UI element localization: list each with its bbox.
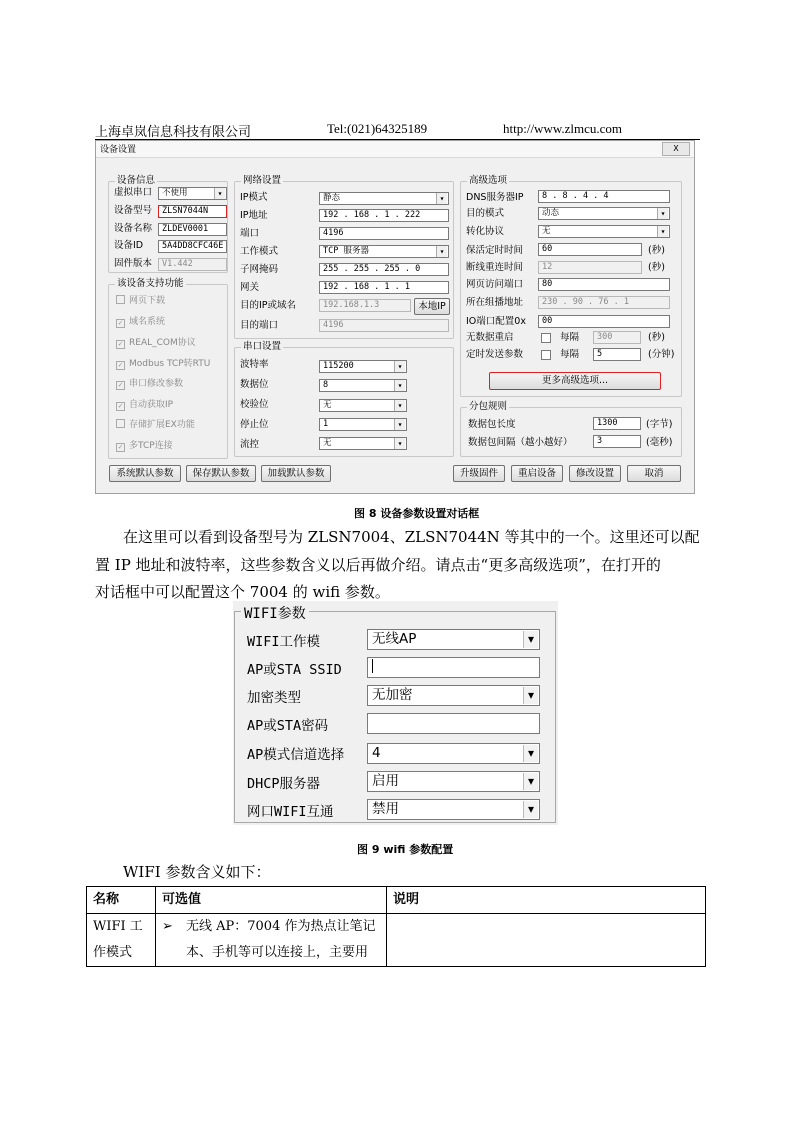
device-model-field[interactable]: ZLSN7044N	[158, 205, 227, 218]
figure-8-caption: 图 8 设备参数设置对话框	[354, 507, 480, 520]
dhcp-label: DHCP服务器	[247, 776, 321, 792]
support-item	[116, 316, 165, 328]
device-name-label: 设备名称	[114, 223, 153, 234]
io-port-label: IO端口配置0x	[466, 316, 526, 327]
support-item	[116, 337, 196, 349]
timed-send-label: 定时发送参数	[466, 349, 524, 360]
support-item-label: REAL_COM协议	[129, 338, 196, 348]
virtual-com-label: 虚拟串口	[114, 187, 153, 198]
timed-send-field[interactable]: 5	[593, 348, 641, 361]
header-url: http://www.zlmcu.com	[503, 121, 623, 136]
table-header-desc: 说明	[387, 887, 706, 914]
upgrade-firmware-button[interactable]: 升级固件	[453, 465, 505, 482]
timed-send-unit: (分钟)	[648, 349, 675, 360]
dest-port-label: 目的端口	[240, 320, 279, 331]
port-field[interactable]: 4196	[319, 227, 449, 240]
table-cell-options	[156, 914, 387, 967]
keepalive-unit: (秒)	[648, 245, 665, 256]
dest-port-field: 4196	[319, 319, 449, 332]
stop-bits-label: 停止位	[240, 419, 269, 430]
ip-address-field[interactable]: 192 . 168 . 1 . 222	[319, 209, 449, 222]
checkbox-icon	[116, 295, 125, 304]
wifi-params-table	[86, 886, 706, 967]
reconnect-field: 12	[538, 261, 642, 274]
dest-mode-label: 目的模式	[466, 208, 505, 219]
header-company: 上海卓岚信息科技有限公司	[95, 124, 252, 139]
support-item-label: Modbus TCP转RTU	[129, 359, 211, 369]
support-title: 该设备支持功能	[117, 278, 184, 289]
flow-control-select[interactable]: 无 ▾	[319, 437, 407, 450]
multicast-field: 230 . 90 . 76 . 1	[538, 296, 670, 309]
ip-mode-label: IP模式	[240, 192, 268, 203]
paragraph-line-1: 在这里可以看到设备型号为 ZLSN7004、ZLSN7044N 等其中的一个。这里还可以配	[123, 528, 700, 546]
channel-label: AP模式信道选择	[247, 747, 345, 763]
gateway-label: 网关	[240, 282, 260, 293]
text-cursor	[372, 659, 373, 673]
ip-mode-select[interactable]: 静态 ▾	[319, 192, 449, 205]
reconnect-label: 断线重连时间	[466, 262, 524, 273]
baud-rate-select[interactable]: 115200 ▾	[319, 360, 407, 373]
work-mode-label: 工作模式	[240, 246, 279, 257]
header-tel: Tel:(021)64325189	[327, 121, 428, 136]
no-data-restart-label: 无数据重启	[466, 332, 514, 343]
modify-settings-button[interactable]: 修改设置	[569, 465, 621, 482]
bullet-icon: ➢	[162, 919, 173, 934]
table-cell-desc	[387, 914, 706, 967]
protocol-select[interactable]: 无 ▾	[538, 225, 670, 238]
paragraph-line-2: 置 IP 地址和波特率，这些参数含义以后再做介绍。请点击“更多高级选项”，在打开的	[95, 556, 661, 574]
firmware-version-field: V1.442	[158, 258, 227, 271]
data-bits-select[interactable]: 8 ▾	[319, 379, 407, 392]
support-item	[116, 358, 210, 370]
password-label: AP或STA密码	[247, 718, 329, 734]
wifi-title: WIFI参数	[241, 603, 309, 623]
packet-length-unit: (字节)	[646, 419, 673, 430]
dialog-titlebar	[96, 141, 694, 158]
channel-select[interactable]: 4 ▾	[367, 743, 540, 764]
checkbox-icon: ✓	[117, 340, 124, 348]
packet-length-field[interactable]: 1300	[593, 417, 641, 430]
dns-field[interactable]: 8 . 8 . 4 . 4	[538, 190, 670, 203]
support-item-label: 串口修改参数	[129, 379, 184, 389]
table-header-name: 名称	[87, 887, 156, 914]
meaning-intro: WIFI 参数含义如下：	[123, 863, 271, 881]
packet-interval-field[interactable]: 3	[593, 435, 641, 448]
support-item-label: 多TCP连接	[129, 441, 173, 451]
lan-wifi-bridge-label: 网口WIFI互通	[247, 804, 334, 820]
subnet-mask-label: 子网掩码	[240, 264, 279, 275]
stop-bits-select[interactable]: 1 ▾	[319, 418, 407, 431]
parity-label: 校验位	[240, 399, 269, 410]
support-item-label: 存储扩展EX功能	[129, 420, 195, 430]
checkbox-icon: ✓	[117, 402, 124, 410]
ip-address-label: IP地址	[240, 210, 268, 221]
web-port-label: 网页访问端口	[466, 279, 524, 290]
serial-title: 串口设置	[243, 341, 282, 352]
wifi-mode-label: WIFI工作模	[247, 634, 321, 650]
subnet-mask-field[interactable]: 255 . 255 . 255 . 0	[319, 263, 449, 276]
support-item-label: 网页下载	[129, 296, 166, 306]
table-name-line-2: 作模式	[93, 945, 133, 960]
checkbox-icon: ✓	[117, 361, 124, 369]
work-mode-select[interactable]: TCP 服务器 ▾	[319, 245, 449, 258]
packet-interval-unit: (毫秒)	[646, 437, 673, 448]
load-default-button[interactable]: 加载默认参数	[261, 465, 331, 482]
packet-title: 分包规则	[469, 401, 508, 412]
more-advanced-button[interactable]: 更多高级选项...	[489, 372, 661, 390]
local-ip-button[interactable]: 本地IP	[414, 298, 450, 315]
network-title: 网络设置	[243, 175, 282, 186]
device-info-title: 设备信息	[117, 175, 156, 186]
reconnect-unit: (秒)	[648, 262, 665, 273]
save-default-button[interactable]: 保存默认参数	[186, 465, 256, 482]
io-port-field[interactable]: 00	[538, 315, 670, 328]
dialog-title: 设备设置	[100, 145, 137, 155]
device-id-label: 设备ID	[114, 240, 144, 251]
device-settings-dialog	[95, 140, 695, 494]
figure-9-caption: 图 9 wifi 参数配置	[357, 843, 454, 856]
multicast-label: 所在组播地址	[466, 297, 524, 308]
dhcp-select[interactable]: 启用 ▾	[367, 771, 540, 792]
encryption-select[interactable]: 无加密 ▾	[367, 685, 540, 706]
cancel-button[interactable]: 取消	[627, 465, 681, 482]
system-default-button[interactable]: 系统默认参数	[109, 465, 181, 482]
checkbox-icon: ✓	[117, 381, 124, 389]
device-model-label: 设备型号	[114, 205, 153, 216]
table-cell-name	[87, 914, 156, 967]
ssid-input[interactable]	[367, 657, 540, 678]
web-port-field[interactable]: 80	[538, 278, 670, 291]
ssid-label: AP或STA SSID	[247, 662, 342, 678]
table-row	[87, 914, 706, 967]
dest-mode-select[interactable]: 动态 ▾	[538, 207, 670, 220]
checkbox-icon	[116, 419, 125, 428]
keepalive-field[interactable]: 60	[538, 243, 642, 256]
close-icon[interactable]: X	[662, 142, 690, 156]
table-header-options: 可选值	[156, 887, 387, 914]
support-item	[116, 440, 173, 452]
wifi-mode-select[interactable]: 无线AP ▾	[367, 629, 540, 650]
timed-send-every: 每隔	[560, 349, 580, 360]
password-input[interactable]	[367, 713, 540, 734]
protocol-label: 转化协议	[466, 226, 505, 237]
data-bits-label: 数据位	[240, 379, 269, 390]
advanced-title: 高级选项	[469, 175, 508, 186]
table-option-line-2: 本、手机等可以连接上，主要用	[186, 945, 369, 960]
table-name-line-1: WIFI 工	[93, 919, 143, 934]
gateway-field[interactable]: 192 . 168 . 1 . 1	[319, 281, 449, 294]
support-item	[116, 419, 195, 431]
wifi-settings-panel	[233, 601, 558, 825]
support-item-label: 域名系统	[129, 317, 166, 327]
packet-interval-label: 数据包间隔（越小越好）	[468, 437, 573, 448]
keepalive-label: 保活定时时间	[466, 245, 524, 256]
restart-device-button[interactable]: 重启设备	[511, 465, 563, 482]
packet-group	[460, 401, 682, 457]
device-id-field[interactable]: 5A4DD8CFC46E	[158, 240, 227, 253]
device-name-field[interactable]: ZLDEV0001	[158, 223, 227, 236]
lan-wifi-bridge-select[interactable]: 禁用 ▾	[367, 799, 540, 820]
checkbox-icon: ✓	[117, 443, 124, 451]
packet-length-label: 数据包长度	[468, 419, 516, 430]
support-item	[116, 295, 165, 307]
virtual-com-select[interactable]: 不使用 ▾	[158, 187, 227, 200]
table-header-row	[87, 887, 706, 914]
port-label: 端口	[240, 228, 260, 239]
no-data-restart-checkbox[interactable]	[541, 333, 551, 343]
firmware-version-label: 固件版本	[114, 258, 153, 269]
timed-send-checkbox[interactable]	[541, 350, 551, 360]
dest-ip-label: 目的IP或域名	[240, 300, 297, 311]
dns-label: DNS服务器IP	[466, 192, 524, 203]
no-data-restart-field: 300	[593, 331, 641, 344]
paragraph-line-3: 对话框中可以配置这个 7004 的 wifi 参数。	[95, 583, 390, 601]
baud-rate-label: 波特率	[240, 359, 269, 370]
support-item	[116, 378, 183, 390]
encryption-label: 加密类型	[247, 690, 301, 706]
checkbox-icon: ✓	[117, 319, 124, 327]
support-item	[116, 399, 173, 411]
support-group	[108, 278, 228, 459]
no-data-restart-unit: (秒)	[648, 332, 665, 343]
no-data-restart-every: 每隔	[560, 332, 580, 343]
dest-ip-field: 192.168.1.3	[319, 299, 411, 312]
support-item-label: 自动获取IP	[129, 400, 174, 410]
flow-control-label: 流控	[240, 439, 260, 450]
table-option-line-1: 无线 AP：7004 作为热点让笔记	[186, 919, 376, 934]
parity-select[interactable]: 无 ▾	[319, 399, 407, 412]
